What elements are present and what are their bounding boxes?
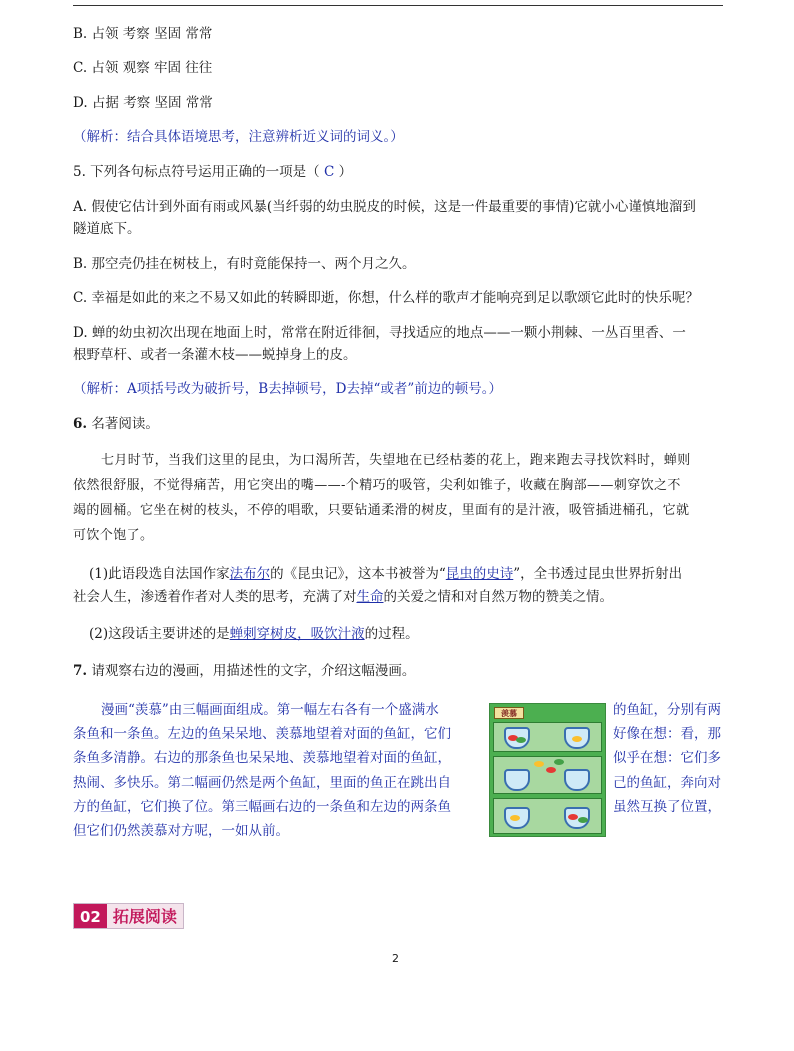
passage-line-2: 依然很舒服，不觉得痛苦，用它突出的嘴——-个精巧的吸管，尖利如锥子，收藏在胸部——刺穿饮之不 — [73, 478, 681, 493]
q5-option-b: B. 那空壳仍挂在树枝上，有时竟能保持一、两个月之久。 — [73, 256, 416, 272]
answer-author: 法布尔 — [229, 566, 271, 582]
fish-icon — [568, 814, 578, 820]
comic-panel-3 — [493, 798, 602, 834]
question-6-title: 6. 名著阅读。 — [73, 416, 159, 432]
option-c: C. 占领 观察 牢固 往往 — [73, 60, 213, 76]
passage-line-4: 可饮个饱了。 — [73, 528, 154, 543]
q7-answer-right-5: 虽然互换了位置， — [613, 799, 721, 815]
q5-option-a-line2: 隧道底下。 — [73, 221, 141, 237]
answer-process: 蝉刺穿树皮，吸饮汁液 — [229, 626, 365, 642]
q7-answer-line-6: 但它们仍然羡慕对方呢，一如从前。 — [73, 823, 289, 839]
q5-option-d-line1: D. 蝉的幼虫初次出现在地面上时，常常在附近徘徊，寻找适应的地点——一颗小荆棘、一丛百里香、一 — [73, 325, 686, 341]
q5-option-a-line1: A. 假使它估计到外面有雨或风暴(当纤弱的幼虫脱皮的时候，这是一件最重要的事情)它就小心谨慎地溜到 — [73, 199, 696, 215]
answer-life: 生命 — [356, 589, 384, 605]
section-number: 02 — [74, 904, 107, 928]
q6-sub1-line1: (1)此语段选自法国作家法布尔的《昆虫记》，这本书被誉为“昆虫的史诗”，全书透过昆虫世界折射出 — [89, 566, 683, 582]
q7-answer-line-4: 热闹、多快乐。第二幅画仍然是两个鱼缸，里面的鱼正在跳出自 — [73, 775, 451, 791]
comic-panel-2 — [493, 756, 602, 794]
page-number: 2 — [392, 952, 399, 965]
answer-epithet: 昆虫的史诗 — [445, 566, 514, 582]
comic-envy — [489, 703, 606, 837]
section-heading-extended-reading — [73, 903, 184, 929]
question-5-stem: 5. 下列各句标点符号运用正确的一项是（ C ） — [73, 164, 353, 180]
comic-title: 羡慕 — [494, 707, 524, 719]
comic-panel-1 — [493, 722, 602, 752]
q7-answer-line-5: 方的鱼缸，它们换了位。第三幅画右边的一条鱼和左边的两条鱼 — [73, 799, 451, 815]
q7-answer-right-2: 好像在想：看，那 — [613, 726, 721, 742]
analysis-q4: （解析：结合具体语境思考，注意辨析近义词的词义。） — [73, 129, 404, 145]
answer-q5: C — [319, 164, 339, 180]
fish-icon — [546, 767, 556, 773]
passage-line-1: 七月时节，当我们这里的昆虫，为口渴所苦，失望地在已经枯萎的花上，跑来跑去寻找饮料时，蝉则 — [101, 453, 691, 468]
q5-option-c: C. 幸福是如此的来之不易又如此的转瞬即逝，你想，什么样的歌声才能响亮到足以歌颂它此时的快乐呢？ — [73, 290, 699, 306]
option-b: B. 占领 考察 坚固 常常 — [73, 26, 213, 42]
fish-icon — [510, 815, 520, 821]
header-rule — [73, 5, 723, 6]
q6-sub1-line2: 社会人生，渗透着作者对人类的思考，充满了对生命的关爱之情和对自然万物的赞美之情。 — [73, 589, 613, 605]
fish-icon — [572, 736, 582, 742]
q7-answer-right-4: 己的鱼缸，奔向对 — [613, 775, 721, 791]
fish-icon — [516, 737, 526, 743]
fish-icon — [534, 761, 544, 767]
section-title: 拓展阅读 — [107, 904, 183, 928]
q7-answer-right-3: 似乎在想：它们多 — [613, 750, 721, 766]
q7-answer-line-3: 条鱼多清静。右边的那条鱼也呆呆地、羡慕地望着对面的鱼缸， — [73, 750, 451, 766]
fish-icon — [554, 759, 564, 765]
option-d: D. 占据 考察 坚固 常常 — [73, 95, 213, 111]
q7-answer-line-2: 条鱼和一条鱼。左边的鱼呆呆地、羡慕地望着对面的鱼缸，它们 — [73, 726, 451, 742]
q5-option-d-line2: 根野草杆、或者一条灌木枝——蜕掉身上的皮。 — [73, 347, 357, 363]
analysis-q5: （解析：A项括号改为破折号，B去掉顿号，D去掉“或者”前边的顿号。） — [73, 381, 503, 397]
question-7-title: 7. 请观察右边的漫画，用描述性的文字，介绍这幅漫画。 — [73, 663, 416, 679]
fishbowl-icon — [504, 769, 530, 791]
q7-answer-line-1: 漫画“羡慕”由三幅画面组成。第一幅左右各有一个盛满水 — [101, 702, 439, 718]
q6-sub2: (2)这段话主要讲述的是蝉刺穿树皮，吸饮汁液的过程。 — [89, 626, 419, 642]
fish-icon — [578, 817, 588, 823]
q7-answer-right-1: 的鱼缸，分别有两 — [613, 702, 721, 718]
fishbowl-icon — [564, 769, 590, 791]
passage-line-3: 竭的圆桶。它坐在树的枝头，不停的唱歌，只要钻通柔滑的树皮，里面有的是汁液，吸管插进桶孔，它就 — [73, 503, 690, 518]
